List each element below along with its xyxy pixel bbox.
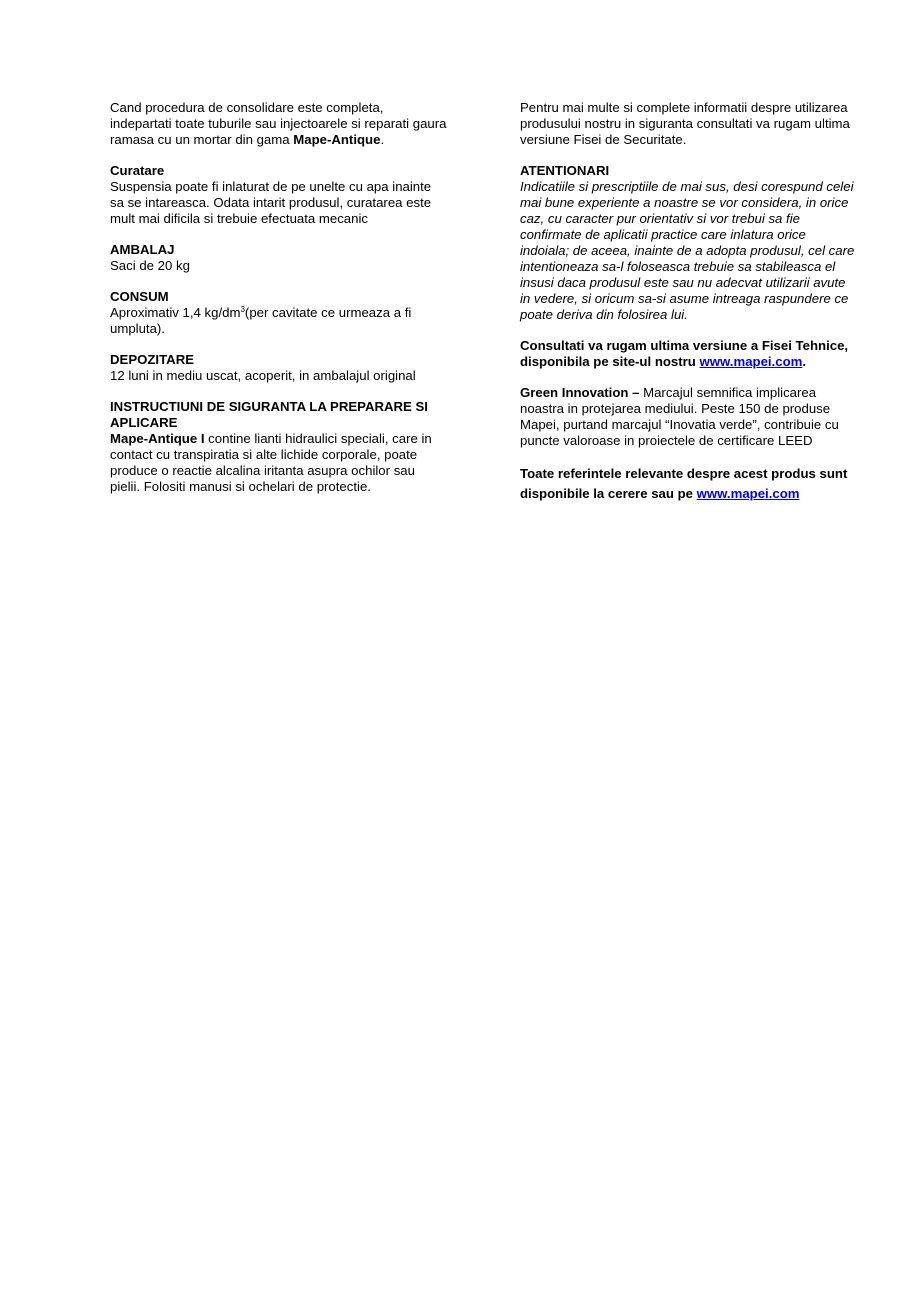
references-text: disponibile la cerere sau pe bbox=[520, 486, 697, 501]
green-line bbox=[520, 385, 882, 401]
atentionari-line: poate deriva din folosirea lui. bbox=[520, 307, 688, 322]
atentionari-line: caz, cu caracter pur orientativ si vor trebui sa fie bbox=[520, 211, 800, 226]
green-text: Marcajul semnifica implicarea bbox=[639, 385, 817, 400]
ambalaj-section bbox=[110, 242, 472, 274]
consum-text: (per cavitate ce urmeaza a fi bbox=[244, 305, 412, 320]
green-innovation-label: Green Innovation – bbox=[520, 385, 640, 400]
superscript: 3 bbox=[240, 305, 245, 314]
product-name: Mape-Antique bbox=[293, 132, 381, 147]
depozitare-text: 12 luni in mediu uscat, acoperit, in ambalajul original bbox=[110, 368, 416, 383]
intro-paragraph bbox=[110, 100, 472, 148]
references-paragraph bbox=[520, 464, 882, 504]
depozitare-section bbox=[110, 352, 472, 384]
atentionari-line: confirmate de aplicatii practice care inlatura orice bbox=[520, 227, 806, 242]
instructiuni-line bbox=[110, 431, 472, 447]
green-line: noastra in protejarea mediului. Peste 150 de produse bbox=[520, 401, 831, 416]
atentionari-section bbox=[520, 163, 882, 323]
consultati-text: disponibila pe site-ul nostru bbox=[520, 354, 700, 369]
curatare-line: Suspensia poate fi inlaturat de pe unelte cu apa inainte bbox=[110, 179, 432, 194]
curatare-line: sa se intareasca. Odata intarit produsul, curatarea este bbox=[110, 195, 432, 210]
instructiuni-section bbox=[110, 399, 472, 495]
green-line: Mapei, purtand marcajul “Inovatia verde”, contribuie cu bbox=[520, 417, 839, 432]
right-column bbox=[520, 100, 882, 519]
green-line: puncte valoroase in proiectele de certificare LEED bbox=[520, 433, 813, 448]
consum-section bbox=[110, 289, 472, 337]
intro-line bbox=[110, 132, 472, 148]
curatare-section bbox=[110, 163, 472, 227]
intro-line-text: ramasa cu un mortar din gama bbox=[110, 132, 294, 147]
atentionari-line: indoiala; de aceea, inainte de a adopta produsul, cel care bbox=[520, 243, 855, 258]
instructiuni-heading: INSTRUCTIUNI DE SIGURANTA LA PREPARARE SI bbox=[110, 399, 428, 414]
mapei-website-link[interactable]: www.mapei.com bbox=[696, 486, 800, 501]
atentionari-line: in vedere, si oricum sa-si asume intreaga raspundere ce bbox=[520, 291, 849, 306]
ambalaj-text: Saci de 20 kg bbox=[110, 258, 190, 273]
safety-sheet-paragraph bbox=[520, 100, 882, 148]
ambalaj-heading: AMBALAJ bbox=[110, 242, 175, 257]
consum-text: Aproximativ 1,4 kg/dm bbox=[110, 305, 241, 320]
atentionari-line: Indicatiile si prescriptiile de mai sus, desi corespund celei bbox=[520, 179, 854, 194]
left-column bbox=[110, 100, 472, 510]
intro-line: indepartati toate tuburile sau injectoarele si reparati gaura bbox=[110, 116, 447, 131]
instructiuni-heading: APLICARE bbox=[110, 415, 178, 430]
depozitare-heading: DEPOZITARE bbox=[110, 352, 195, 367]
curatare-heading: Curatare bbox=[110, 163, 165, 178]
atentionari-line: mai bune experiente a noastre se vor considera, in orice bbox=[520, 195, 849, 210]
consultati-line: Consultati va rugam ultima versiune a Fisei Tehnice, bbox=[520, 338, 849, 353]
instructiuni-line: contact cu transpiratia si alte lichide corporale, poate bbox=[110, 447, 418, 462]
references-line bbox=[520, 484, 882, 504]
curatare-line: mult mai dificila si trebuie efectuata mecanic bbox=[110, 211, 368, 226]
intro-line: Cand procedura de consolidare este completa, bbox=[110, 100, 384, 115]
instructiuni-text: contine lianti hidraulici speciali, care in bbox=[204, 431, 432, 446]
consultati-line bbox=[520, 354, 882, 370]
atentionari-line: insusi daca produsul este sau nu adecvat utilizarii avute bbox=[520, 275, 846, 290]
instructiuni-line: produce o reactie alcalina iritanta asupra ochilor sau bbox=[110, 463, 415, 478]
atentionari-line: intentioneaza sa-l foloseasca trebuie sa stabileasca el bbox=[520, 259, 836, 274]
consum-heading: CONSUM bbox=[110, 289, 169, 304]
instructiuni-line: pielii. Folositi manusi si ochelari de protectie. bbox=[110, 479, 371, 494]
consultati-paragraph bbox=[520, 338, 882, 370]
atentionari-heading: ATENTIONARI bbox=[520, 163, 610, 178]
mapei-website-link[interactable]: www.mapei.com bbox=[699, 354, 803, 369]
period: . bbox=[380, 132, 385, 147]
consum-line bbox=[110, 305, 472, 321]
safety-line: Pentru mai multe si complete informatii despre utilizarea bbox=[520, 100, 848, 115]
references-line: Toate referintele relevante despre acest produs sunt bbox=[520, 466, 848, 481]
green-innovation-paragraph bbox=[520, 385, 882, 449]
safety-line: versiune Fisei de Securitate. bbox=[520, 132, 687, 147]
safety-line: produsului nostru in siguranta consultati va rugam ultima bbox=[520, 116, 850, 131]
consum-line: umpluta). bbox=[110, 321, 165, 336]
product-name: Mape-Antique I bbox=[110, 431, 205, 446]
period: . bbox=[802, 354, 807, 369]
